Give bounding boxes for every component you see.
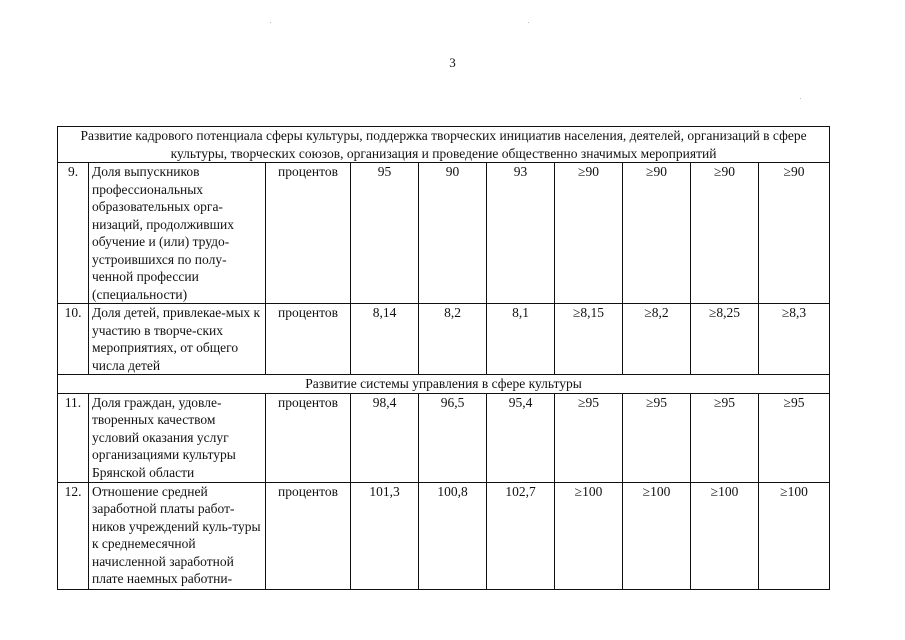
value-cell: ≥100 (691, 482, 759, 589)
value-cell: ≥8,25 (691, 304, 759, 375)
value-cell: 98,4 (351, 393, 419, 482)
section-title: Развитие кадрового потенциала сферы культуры, поддержка творческих инициатив населения, деятелей, организаций в сфере культуры, творческих союзов, организация и проведение общественно значимых мероприятий (58, 127, 830, 163)
value-cell: ≥100 (759, 482, 830, 589)
row-number: 11. (58, 393, 89, 482)
value-cell: ≥90 (623, 163, 691, 304)
value-cell: ≥95 (623, 393, 691, 482)
indicator-name: Доля детей, привлекае-мых к участию в творче-ских мероприятиях, от общего числа детей (89, 304, 266, 375)
value-cell: ≥8,15 (555, 304, 623, 375)
value-cell: 90 (419, 163, 487, 304)
table-row (58, 304, 830, 375)
value-cell: 95 (351, 163, 419, 304)
value-cell: 93 (487, 163, 555, 304)
page-number: 3 (449, 55, 456, 70)
value-cell: ≥90 (691, 163, 759, 304)
value-cell: 96,5 (419, 393, 487, 482)
value-cell: 8,2 (419, 304, 487, 375)
value-cell: 95,4 (487, 393, 555, 482)
value-cell: ≥95 (759, 393, 830, 482)
unit-cell: процентов (266, 163, 351, 304)
value-cell: 101,3 (351, 482, 419, 589)
value-cell: 102,7 (487, 482, 555, 589)
value-cell: ≥8,3 (759, 304, 830, 375)
indicator-name: Отношение средней заработной платы работ-ников учреждений куль-туры к среднемесячной начисленной заработной плате наемных работни- (89, 482, 266, 589)
value-cell: ≥95 (555, 393, 623, 482)
table-row (58, 163, 830, 304)
table-row (58, 482, 830, 589)
value-cell: ≥90 (555, 163, 623, 304)
scan-speck (528, 22, 529, 23)
value-cell: ≥95 (691, 393, 759, 482)
table-row (58, 393, 830, 482)
indicator-name: Доля выпускников профессиональных образовательных орга-низаций, продолживших обучение и (или) трудо-устроившихся по полу-ченной профессии (специальности) (89, 163, 266, 304)
value-cell: ≥8,2 (623, 304, 691, 375)
value-cell: 8,14 (351, 304, 419, 375)
section-header-row (58, 127, 830, 163)
section-header-row (58, 375, 830, 394)
indicators-table (57, 126, 830, 590)
row-number: 12. (58, 482, 89, 589)
value-cell: ≥100 (623, 482, 691, 589)
section-title: Развитие системы управления в сфере культуры (58, 375, 830, 394)
scan-speck (800, 98, 801, 99)
row-number: 10. (58, 304, 89, 375)
unit-cell: процентов (266, 482, 351, 589)
unit-cell: процентов (266, 393, 351, 482)
value-cell: ≥100 (555, 482, 623, 589)
indicator-name: Доля граждан, удовле-творенных качеством условий оказания услуг организациями культуры Брянской области (89, 393, 266, 482)
scan-speck (270, 22, 271, 23)
row-number: 9. (58, 163, 89, 304)
value-cell: ≥90 (759, 163, 830, 304)
value-cell: 8,1 (487, 304, 555, 375)
unit-cell: процентов (266, 304, 351, 375)
value-cell: 100,8 (419, 482, 487, 589)
